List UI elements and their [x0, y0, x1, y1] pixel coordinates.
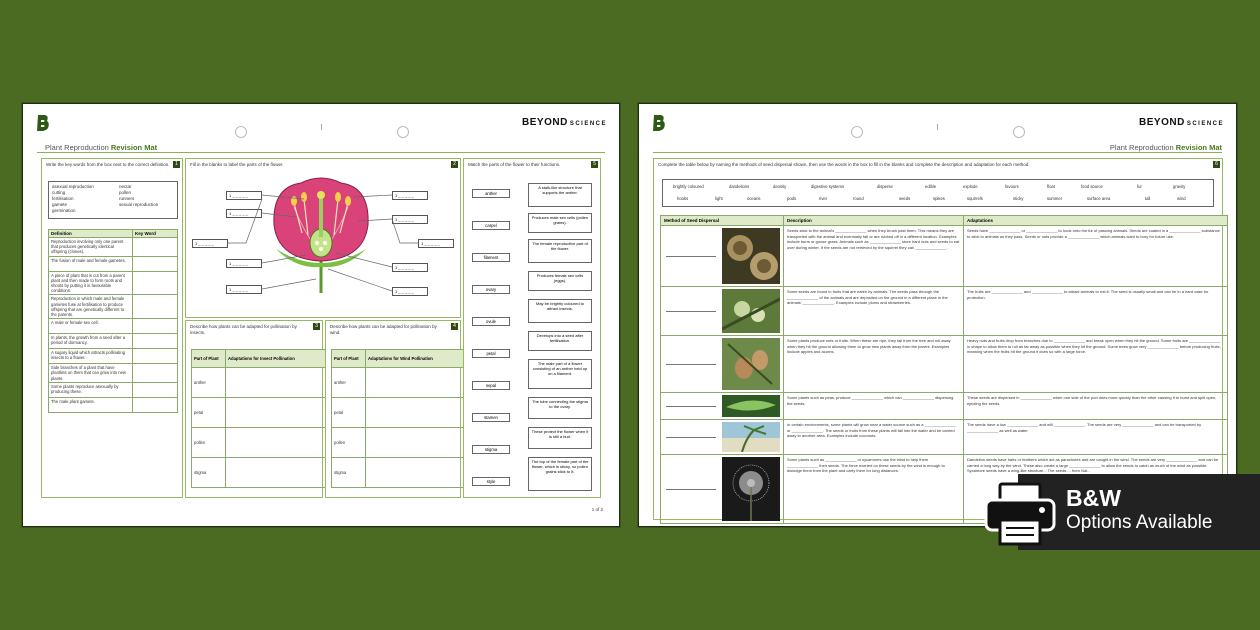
description-cell: Some seeds are found in fruits that are eaten by animals. The seeds pass through the ______________ of the animals and are deposited on the ground in a different place in the animals' ______________. Examples include plums and strawberries. [784, 287, 964, 336]
definition-cell: A piece of plant that is cut from a parent plant and then made to form roots and shoots by putting it in favourable conditions. [49, 271, 133, 295]
word-bank-item: cutting [52, 190, 66, 195]
worksheet-page-1 [22, 103, 620, 527]
label-box[interactable]: 1 _ _ _ _ _ [226, 191, 262, 200]
column-header: Description [784, 216, 964, 226]
word-bank-item: asexual reproduction [52, 184, 94, 189]
word-bank-item: float [1047, 184, 1055, 189]
definitions-table [48, 229, 178, 413]
definition-cell: Some plants reproduce asexually by producing these. [49, 382, 133, 397]
answer-cell[interactable] [366, 398, 465, 428]
flower-diagram-panel [185, 158, 461, 318]
word-bank-item: squirrels [967, 196, 983, 201]
function-box[interactable]: The female reproductive part of the flower. [528, 239, 592, 263]
plant-part-cell: anther [192, 368, 226, 398]
page-number: 1 of 2 [591, 507, 603, 512]
panel-instruction: Complete the table below by naming the methods of seed dispersal shown, then use the words in the box to fill in the blanks and complete the description and adaptation for each method. [658, 162, 1030, 167]
answer-cell[interactable] [133, 295, 178, 319]
word-bank-item: germination [52, 208, 76, 213]
answer-line[interactable] [666, 489, 716, 490]
adaptation-cell: These seeds are dispersed in ______________ when one side of the pod dries more quickly than the other causing it to burst and split open, ejecting the seeds. [964, 393, 1228, 420]
plant-part-cell: stigma [192, 458, 226, 488]
panel-number: 1 [173, 161, 180, 168]
function-box[interactable]: These protect the flower when it is still a bud. [528, 427, 592, 449]
match-parts-panel [463, 158, 601, 498]
title-rule [37, 152, 605, 153]
method-cell[interactable] [661, 287, 784, 336]
answer-line[interactable] [666, 437, 716, 438]
method-cell[interactable] [661, 420, 784, 455]
table-row [661, 287, 1228, 336]
word-bank-item: gravity [1173, 184, 1186, 189]
table-row [49, 382, 178, 397]
answer-cell[interactable] [226, 428, 327, 458]
word-bank-item: digestive systems [811, 184, 845, 189]
table-row [192, 428, 327, 458]
part-box[interactable]: stamen [472, 413, 510, 422]
column-header: Definition [49, 230, 133, 238]
part-box[interactable]: petal [472, 349, 510, 358]
punch-hole [1013, 126, 1025, 138]
plant-part-cell: stigma [332, 458, 366, 488]
part-box[interactable]: stigma [472, 445, 510, 454]
adaptation-cell: Dandelion seeds have hairs or feathers which act as parachutes and are caught in the wind. The seeds are very ______________ and can be carried a long way by the wind. These also create a large ______________ to allow the seeds to catch as much of the wind as possible. Sycamore seeds have a wing-like structure... The seeds ... from Nat... [964, 455, 1228, 524]
plant-part-cell: petal [332, 398, 366, 428]
word-bank-item: food source [1081, 184, 1103, 189]
description-cell: Some plants such as ______________ or sycamores use the wind to help them ______________ their seeds. The force exerted on these seeds by the wind is enough to dislodge them from the plant and carry them for long distances. [784, 455, 964, 524]
word-bank-item: hooks [677, 196, 689, 201]
answer-cell[interactable] [366, 368, 465, 398]
label-box[interactable]: 1 _ _ _ _ _ [392, 215, 428, 224]
printer-icon [982, 480, 1058, 548]
table-row [49, 349, 178, 364]
table-row [192, 398, 327, 428]
table-row [49, 319, 178, 334]
title-rule [653, 152, 1222, 153]
beyond-logo-icon [35, 114, 51, 132]
function-box[interactable]: The male part of a flower consisting of an anther held up on a filament. [528, 359, 592, 389]
word-bank-item: tall [1145, 196, 1151, 201]
table-row [49, 271, 178, 295]
word-bank-item: round [853, 196, 864, 201]
answer-cell[interactable] [133, 349, 178, 364]
panel-number: 4 [451, 323, 458, 330]
definition-cell: Reproduction in which male and female gametes fuse at fertilisation to produce offspring that are genetically different to the parents. [49, 295, 133, 319]
word-bank [48, 181, 178, 219]
wind-adaptations-table [331, 349, 465, 488]
table-row [332, 398, 465, 428]
column-header: Method of Seed Dispersal [661, 216, 784, 226]
fold-mark [937, 124, 938, 130]
word-bank-item: pollen [119, 190, 132, 195]
label-box[interactable]: 1 _ _ _ _ _ [226, 259, 262, 268]
table-row [332, 458, 465, 488]
answer-cell[interactable] [133, 382, 178, 397]
table-row [332, 428, 465, 458]
adaptation-cell: Seeds have ______________ or ______________ to hook onto the fur of passing animals. Seeds are coated in a ______________ substance to stick to animals as they pass. Seeds or nuts provide a ______________ which animals want to bury for future use. [964, 226, 1228, 287]
answer-line[interactable] [666, 311, 716, 312]
definition-cell: The fusion of male and female gametes. [49, 256, 133, 271]
description-cell: Some plants such as peas, produce ______________ which can ______________ dispersing the seeds. [784, 393, 964, 420]
table-row [49, 238, 178, 257]
seed-dispersal-panel [653, 158, 1223, 520]
label-box[interactable]: 1 _ _ _ _ _ [392, 263, 428, 272]
word-bank-item: gamete [52, 202, 68, 207]
badge-subtitle: Options Available [1066, 512, 1213, 533]
function-box[interactable]: The top of the female part of the flower, which is sticky, so pollen grains stick to it. [528, 457, 592, 491]
word-bank-item: favours [1005, 184, 1019, 189]
word-bank-item: sexual reproduction [119, 202, 159, 207]
method-cell[interactable] [661, 455, 784, 524]
word-bank-item: nectar [119, 184, 132, 189]
definition-cell: Reproduction involving only one parent that produces genetically identical offspring (clones). [49, 238, 133, 257]
part-box[interactable]: carpel [472, 221, 510, 230]
table-row [661, 226, 1228, 287]
column-header: Adaptations [964, 216, 1228, 226]
table-row [192, 458, 327, 488]
worksheet-page-2 [638, 103, 1237, 527]
plant-part-cell: anther [332, 368, 366, 398]
answer-cell[interactable] [366, 458, 465, 488]
brand-wordmark: BEYOND SCIENCE [1139, 117, 1224, 128]
definition-cell: Side branches of a plant that have plantlets on them that can grow into new plants. [49, 364, 133, 383]
word-bank-item: dandelions [729, 184, 750, 189]
page-title: Plant Reproduction Revision Mat [45, 143, 158, 152]
table-row [49, 334, 178, 349]
punch-hole [397, 126, 409, 138]
plant-part-cell: pollen [192, 428, 226, 458]
method-cell[interactable] [661, 336, 784, 393]
dandelion-photo [722, 457, 780, 521]
berries-photo [722, 289, 780, 333]
word-bank-item: oceans [747, 196, 761, 201]
part-box[interactable]: ovary [472, 285, 510, 294]
table-row [49, 295, 178, 319]
description-cell: In certain environments, some plants will grow near a water source such as a ______________ or ______________. The seeds or fruits from these plants will fall into the water and be carried away to another area. Examples include coconuts. [784, 420, 964, 455]
panel-instruction: Write the key words from the box next to the correct definition. [46, 162, 170, 167]
function-box[interactable]: A stalk-like structure that supports the anther. [528, 183, 592, 207]
function-box[interactable]: The tube connecting the stigma to the ovary. [528, 397, 592, 419]
function-box[interactable]: Produces male sex cells (pollen grains). [528, 213, 592, 233]
part-box[interactable]: anther [472, 189, 510, 198]
table-row [49, 397, 178, 412]
answer-line[interactable] [666, 406, 716, 407]
word-bank-item: fertilisation [52, 196, 74, 201]
word-bank-item: disperse [877, 184, 893, 189]
definition-cell: A sugary liquid which attracts pollinating insects to a flower. [49, 349, 133, 364]
panel-number: 2 [451, 161, 458, 168]
fold-mark [321, 124, 322, 130]
description-cell: Some plants produce nuts or fruits. When these are ripe, they fall from the tree and roll away when they hit the ground allowing them to grow new plants away from the parent. Examples include apples and acorns. [784, 336, 964, 393]
panel-instruction: Match the parts of the flower to their functions. [468, 162, 561, 167]
answer-cell[interactable] [226, 458, 327, 488]
label-box[interactable]: 1 _ _ _ _ _ [226, 209, 262, 218]
column-header: Adaptations for Insect Pollination [226, 350, 327, 368]
word-bank-item: sticky [1013, 196, 1024, 201]
panel-instruction: Fill in the blanks to label the parts of the flower. [190, 162, 284, 167]
badge-title: B&W [1066, 485, 1121, 511]
answer-cell[interactable] [133, 319, 178, 334]
part-box[interactable]: ovule [472, 317, 510, 326]
brand-wordmark: BEYOND SCIENCE [522, 117, 607, 128]
label-box[interactable]: 1 _ _ _ _ _ [226, 285, 262, 294]
column-header: Part of Plant [332, 350, 366, 368]
punch-hole [235, 126, 247, 138]
answer-cell[interactable] [133, 256, 178, 271]
burr-photo [722, 228, 780, 284]
panel-instruction: Describe how plants can be adapted for pollination by wind. [330, 324, 437, 335]
table-row [661, 420, 1228, 455]
plant-part-cell: pollen [332, 428, 366, 458]
definition-cell: The male plant gamete. [49, 397, 133, 412]
nuts-photo [722, 338, 780, 390]
word-bank-item: light [715, 196, 723, 201]
method-cell[interactable] [661, 393, 784, 420]
table-row [192, 368, 327, 398]
answer-cell[interactable] [133, 364, 178, 383]
insect-pollination-panel [185, 320, 323, 498]
adaptation-cell: Heavy nuts and fruits drop from branches due to ______________ and break open when they hit the ground. Some fruits are ______________ in shape to allow them to roll as far away as possible when they hit the ground. Some trees grow very ______________ before producing fruits, meaning when the fruits hit the ground it does so with a large force. [964, 336, 1228, 393]
part-box[interactable]: filament [472, 253, 510, 262]
pea-pod-photo [722, 395, 780, 417]
panel-number: 3 [313, 323, 320, 330]
word-bank-item: wind [1177, 196, 1186, 201]
word-bank-item: pods [787, 196, 797, 201]
panel-number: 6 [1213, 161, 1220, 168]
word-bank [662, 179, 1214, 207]
description-cell: Seeds stick to the animal's ______________ when they brush past them. This means they are transported with the animal and eventually fall or are rubbed off in a different location. Examples include burrs or goose grass. Animals such as ______________ store hard nuts and seeds to eat over during winter. If the seeds are not retrieved by the squirrel they can ______________. [784, 226, 964, 287]
column-header: Key Word [133, 230, 178, 238]
answer-cell[interactable] [133, 397, 178, 412]
table-row [332, 368, 465, 398]
function-box[interactable]: Produces female sex cells (eggs). [528, 271, 592, 291]
label-pointer-lines [186, 159, 462, 319]
word-bank-item: density [773, 184, 787, 189]
column-header: Adaptations for Wind Pollination [366, 350, 465, 368]
word-bank-item: surface area [1087, 196, 1111, 201]
label-box[interactable]: 1 _ _ _ _ _ [392, 287, 428, 296]
plant-part-cell: petal [192, 398, 226, 428]
beyond-logo-icon [651, 114, 667, 132]
word-bank-item: edible [925, 184, 937, 189]
answer-cell[interactable] [133, 238, 178, 257]
answer-cell[interactable] [366, 428, 465, 458]
word-bank-item: fur [1137, 184, 1142, 189]
panel-instruction: Describe how plants can be adapted for pollination by insects. [190, 324, 297, 335]
word-bank-item: river [819, 196, 828, 201]
method-cell[interactable] [661, 226, 784, 287]
page-title: Plant Reproduction Revision Mat [1109, 143, 1222, 152]
definition-cell: A male or female sex cell. [49, 319, 133, 334]
definition-cell: In plants, the growth from a seed after a period of dormancy. [49, 334, 133, 349]
word-bank-item: summer [1047, 196, 1063, 201]
answer-cell[interactable] [226, 398, 327, 428]
answer-cell[interactable] [226, 368, 327, 398]
punch-hole [851, 126, 863, 138]
panel-number: 5 [591, 161, 598, 168]
adaptation-cell: The seeds have a low ______________ and will ______________. The seeds are very ______________ and can be transported by ______________ as well as water. [964, 420, 1228, 455]
label-box[interactable]: 1 _ _ _ _ _ [192, 239, 228, 248]
adaptation-cell: The fruits are ______________ and ______________ to attract animals to eat it. The seed is usually small and can be in a hard case for protection. [964, 287, 1228, 336]
coconut-beach-photo [722, 422, 780, 452]
key-words-panel [41, 158, 183, 498]
answer-line[interactable] [666, 364, 716, 365]
table-row [49, 256, 178, 271]
wind-pollination-panel [325, 320, 461, 498]
column-header: Part of Plant [192, 350, 226, 368]
word-bank-item: runners [119, 196, 135, 201]
function-box[interactable]: Develops into a seed after fertilisation. [528, 331, 592, 351]
insect-adaptations-table [191, 349, 327, 488]
table-row [661, 393, 1228, 420]
word-bank-item: spikes [933, 196, 945, 201]
part-box[interactable]: sepal [472, 381, 510, 390]
word-bank-item: brightly coloured [673, 184, 704, 189]
table-row [661, 336, 1228, 393]
answer-line[interactable] [666, 256, 716, 257]
function-box[interactable]: May be brightly coloured to attract insects. [528, 299, 592, 323]
word-bank-item: explode [963, 184, 978, 189]
answer-cell[interactable] [133, 271, 178, 295]
label-box[interactable]: 1 _ _ _ _ _ [418, 239, 454, 248]
part-box[interactable]: style [472, 477, 510, 486]
table-row [49, 364, 178, 383]
answer-cell[interactable] [133, 334, 178, 349]
label-box[interactable]: 1 _ _ _ _ _ [392, 191, 428, 200]
word-bank-item: seeds [899, 196, 911, 201]
